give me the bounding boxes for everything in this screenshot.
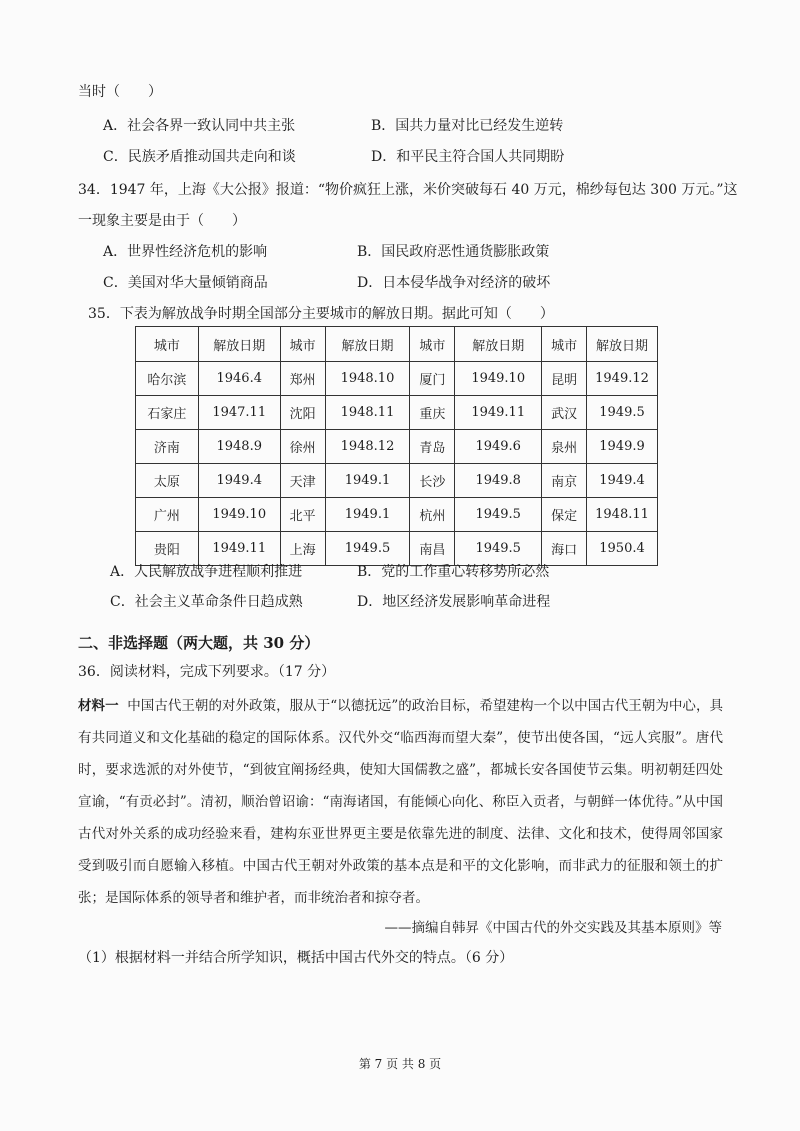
material-source: ——摘编自韩昇《中国古代的外交实践及其基本原则》等 <box>384 920 722 936</box>
table-cell: 重庆 <box>410 396 455 430</box>
table-cell: 徐州 <box>280 430 325 464</box>
table-cell: 厦门 <box>410 362 455 396</box>
q34-option-c: C．美国对华大量倾销商品 <box>103 275 268 291</box>
liberation-dates-table <box>135 326 658 566</box>
table-row <box>136 498 658 532</box>
header-date: 解放日期 <box>455 327 542 362</box>
header-date: 解放日期 <box>587 327 658 362</box>
table-cell: 1949.11 <box>455 396 542 430</box>
q34-option-a: A．世界性经济危机的影响 <box>103 244 268 260</box>
q36-subquestion-1: （1）根据材料一并结合所学知识，概括中国古代外交的特点。（6 分） <box>78 950 514 966</box>
table-cell: 1949.5 <box>587 396 658 430</box>
table-cell: 1947.11 <box>198 396 280 430</box>
q33-stem-tail: 当时（ ） <box>78 84 162 100</box>
header-date: 解放日期 <box>198 327 280 362</box>
table-cell: 1949.5 <box>455 532 542 566</box>
table-cell: 1949.6 <box>455 430 542 464</box>
table-cell: 海口 <box>542 532 587 566</box>
header-date: 解放日期 <box>325 327 410 362</box>
table-cell: 泉州 <box>542 430 587 464</box>
q35-option-d: D．地区经济发展影响革命进程 <box>357 594 551 610</box>
q35-option-c: C．社会主义革命条件日趋成熟 <box>110 594 303 610</box>
table-cell: 1949.1 <box>325 464 410 498</box>
table-row <box>136 464 658 498</box>
table-cell: 1949.10 <box>198 498 280 532</box>
table-cell: 天津 <box>280 464 325 498</box>
q33-option-d: D．和平民主符合国人共同期盼 <box>371 149 565 165</box>
table-cell: 杭州 <box>410 498 455 532</box>
q33-option-b: B．国共力量对比已经发生逆转 <box>371 118 564 134</box>
q35-option-a: A．人民解放战争进程顺利推进 <box>110 564 303 580</box>
table-cell: 1949.1 <box>325 498 410 532</box>
table-cell: 1949.4 <box>198 464 280 498</box>
table-row <box>136 396 658 430</box>
header-city: 城市 <box>410 327 455 362</box>
table-cell: 1949.5 <box>325 532 410 566</box>
table-cell: 1949.11 <box>198 532 280 566</box>
q35-stem: 35．下表为解放战争时期全国部分主要城市的解放日期。据此可知（ ） <box>88 306 554 322</box>
table-cell: 沈阳 <box>280 396 325 430</box>
header-city: 城市 <box>542 327 587 362</box>
section-title: 二、非选择题（两大题，共 30 分） <box>78 634 320 652</box>
table-cell: 1949.5 <box>455 498 542 532</box>
page-footer: 第 7 页 共 8 页 <box>358 1057 442 1071</box>
q36-stem: 36．阅读材料，完成下列要求。（17 分） <box>78 664 336 680</box>
table-cell: 贵阳 <box>136 532 199 566</box>
table-cell: 上海 <box>280 532 325 566</box>
table-cell: 1948.11 <box>587 498 658 532</box>
table-cell: 1949.4 <box>587 464 658 498</box>
table-cell: 武汉 <box>542 396 587 430</box>
q35-option-b: B．党的工作重心转移势所必然 <box>357 564 550 580</box>
table-cell: 保定 <box>542 498 587 532</box>
table-cell: 1948.11 <box>325 396 410 430</box>
header-city: 城市 <box>280 327 325 362</box>
q33-option-c: C．民族矛盾推动国共走向和谈 <box>103 149 296 165</box>
table-cell: 青岛 <box>410 430 455 464</box>
table-cell: 1948.9 <box>198 430 280 464</box>
table-cell: 哈尔滨 <box>136 362 199 396</box>
table-cell: 南京 <box>542 464 587 498</box>
table-cell: 北平 <box>280 498 325 532</box>
q34-option-b: B．国民政府恶性通货膨胀政策 <box>357 244 550 260</box>
material-one <box>78 690 723 914</box>
table-cell: 郑州 <box>280 362 325 396</box>
material-label: 材料一 <box>78 698 119 714</box>
table-cell: 济南 <box>136 430 199 464</box>
table-row <box>136 430 658 464</box>
q34-stem-line2: 一现象主要是由于（ ） <box>78 213 246 229</box>
table-cell: 1949.9 <box>587 430 658 464</box>
table-cell: 石家庄 <box>136 396 199 430</box>
table-row <box>136 362 658 396</box>
q34-stem-line1: 34．1947 年，上海《大公报》报道：“物价疯狂上涨，米价突破每石 40 万元，棉纱每包达 300 万元。”这 <box>78 182 738 198</box>
table-cell: 1949.12 <box>587 362 658 396</box>
table-cell: 1948.10 <box>325 362 410 396</box>
table-cell: 1950.4 <box>587 532 658 566</box>
table-cell: 昆明 <box>542 362 587 396</box>
table-cell: 长沙 <box>410 464 455 498</box>
table-header-row <box>136 327 658 362</box>
table-cell: 1948.12 <box>325 430 410 464</box>
table-cell: 广州 <box>136 498 199 532</box>
table-cell: 太原 <box>136 464 199 498</box>
material-text: 中国古代王朝的对外政策，服从于“以德抚远”的政治目标，希望建构一个以中国古代王朝为中心，具有共同道义和文化基础的稳定的国际体系。汉代外交“临西海而望大秦”，使节出使各国，“远人宾服”。唐代时，要求选派的对外使节，“到彼宜阐扬经典，使知大国儒教之盛”，都城长安各国使节云集。明初朝廷四处宣谕，“有贡必封”。清初，顺治曾诏谕：“南海诸国，有能倾心向化、称臣入贡者，与朝鲜一体优待。”从中国古代对外关系的成功经验来看，建构东亚世界更主要是依靠先进的制度、法律、文化和技术，使得周邻国家受到吸引而自愿输入移植。中国古代王朝对外政策的基本点是和平的文化影响，而非武力的征服和领土的扩张；是国际体系的领导者和维护者，而非统治者和掠夺者。 <box>78 698 723 906</box>
table-cell: 1946.4 <box>198 362 280 396</box>
table-cell: 1949.10 <box>455 362 542 396</box>
header-city: 城市 <box>136 327 199 362</box>
table-cell: 南昌 <box>410 532 455 566</box>
table-cell: 1949.8 <box>455 464 542 498</box>
q34-option-d: D．日本侵华战争对经济的破坏 <box>357 275 551 291</box>
q33-option-a: A．社会各界一致认同中共主张 <box>103 118 296 134</box>
table-row <box>136 532 658 566</box>
